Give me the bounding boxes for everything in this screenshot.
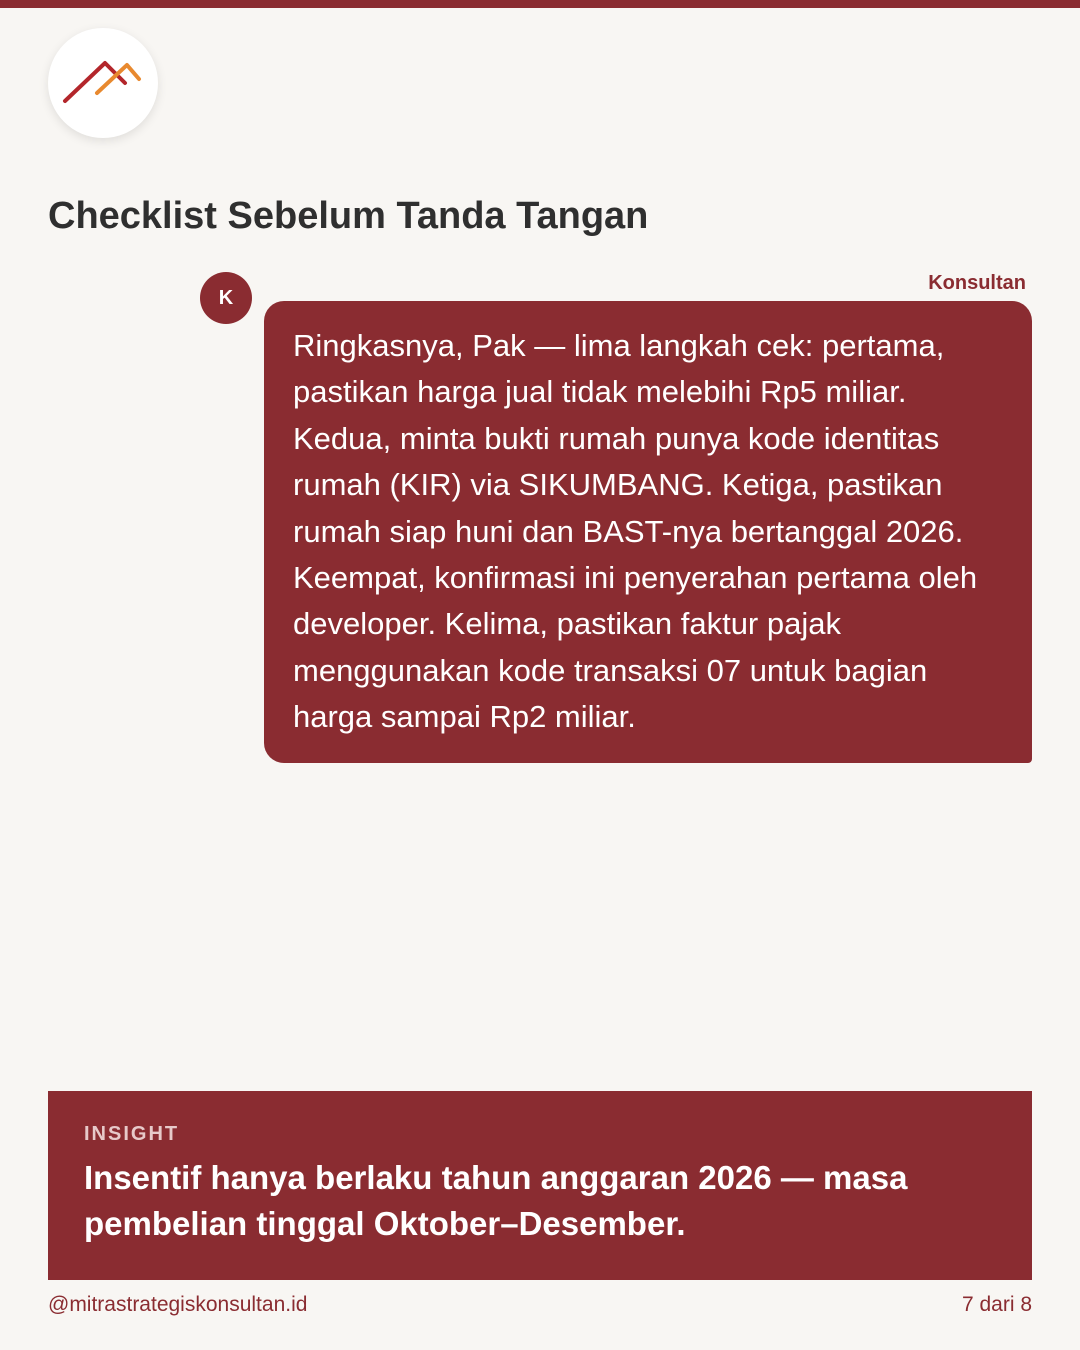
top-accent-bar: [0, 0, 1080, 8]
insight-label: INSIGHT: [84, 1123, 180, 1145]
sender-avatar: K: [200, 272, 252, 324]
page-indicator: 7 dari 8: [961, 1293, 1032, 1316]
social-handle: @mitrastrategiskonsultan.id: [48, 1293, 308, 1316]
sender-name: Konsultan: [928, 272, 1026, 294]
mountain-peaks-icon: [48, 28, 158, 138]
brand-logo: [48, 28, 158, 138]
chat-message-text: Ringkasnya, Pak — lima langkah cek: pertama, pastikan harga jual tidak melebihi Rp5 miliar. Kedua, minta bukti rumah punya kode identitas rumah (KIR) via SIKUMBANG. Ketiga, pastikan rumah siap huni dan BAST-nya bertanggal 2026. Keempat, konfirmasi ini penyerahan pertama oleh developer. Kelima, pastikan faktur pajak menggunakan kode transaksi 07 untuk bagian harga sampai Rp2 miliar.: [293, 328, 978, 735]
chat-message-bubble: [264, 301, 1032, 763]
insight-callout: [48, 1091, 1032, 1280]
page-title: Checklist Sebelum Tanda Tangan: [48, 195, 649, 237]
insight-text: Insentif hanya berlaku tahun anggaran 2026 — masa pembelian tinggal Oktober–Desember.: [84, 1159, 908, 1242]
